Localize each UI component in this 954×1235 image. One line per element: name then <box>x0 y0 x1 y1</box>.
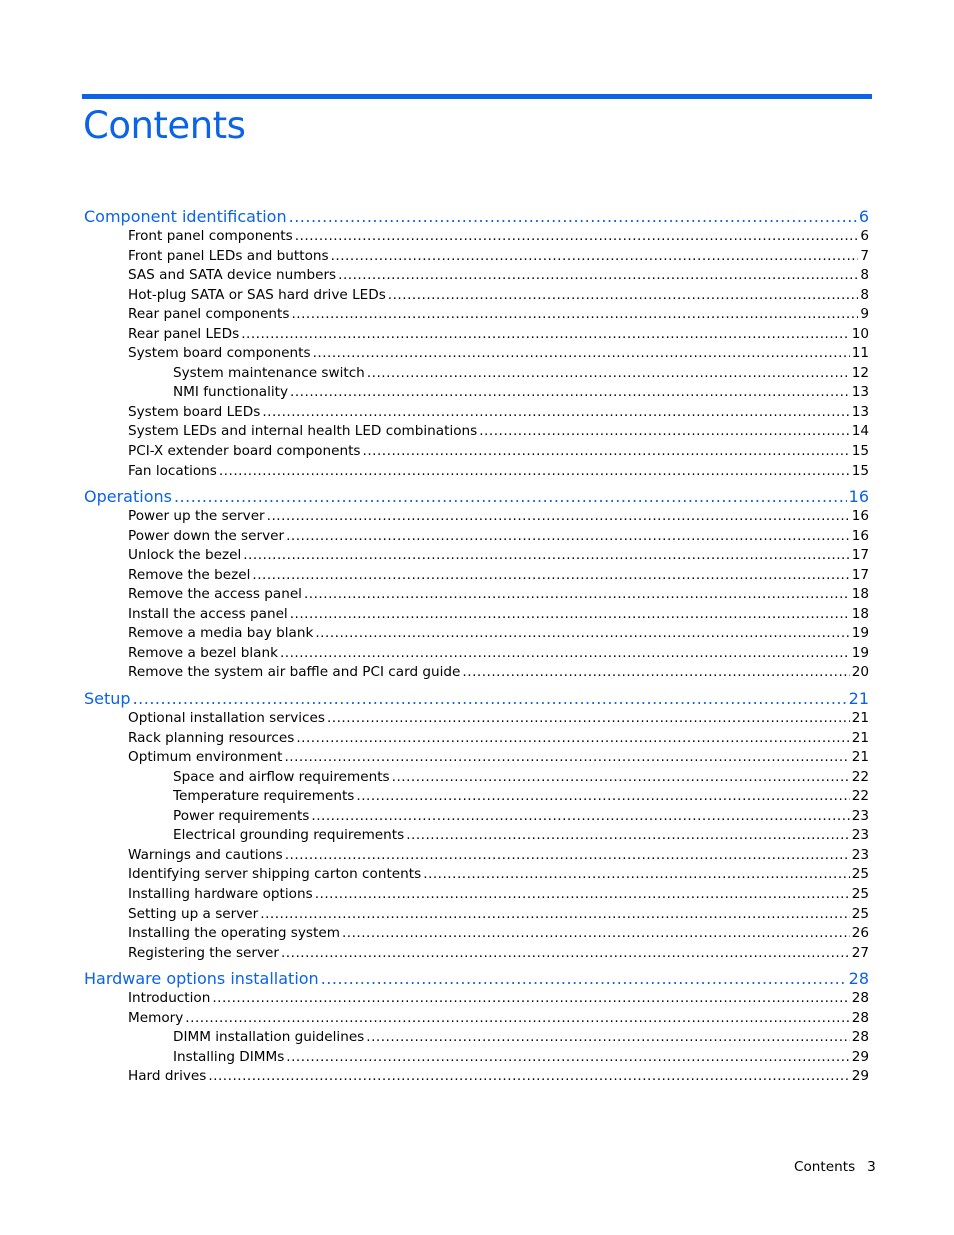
dot-leader <box>342 924 850 944</box>
toc-entry-title: Identifying server shipping carton contents <box>128 866 422 883</box>
toc-section-link[interactable] <box>84 546 869 566</box>
toc-entry-title: Warnings and cautions <box>128 846 283 863</box>
toc-subsection-link[interactable] <box>84 383 869 403</box>
toc-entry-title: Remove the system air baffle and PCI card guide <box>128 664 461 681</box>
toc-entry-page: 16 <box>851 527 869 544</box>
toc-subsection-link[interactable] <box>84 787 869 807</box>
dot-leader <box>289 206 857 227</box>
toc-entry-title: Rear panel components <box>128 306 290 323</box>
toc-section-link[interactable] <box>84 305 869 325</box>
dot-leader <box>262 403 849 423</box>
toc-entry-page: 11 <box>851 345 869 362</box>
toc-entry-page: 15 <box>851 443 869 460</box>
dot-leader <box>338 266 858 286</box>
toc-entry-page: 22 <box>851 768 869 785</box>
title-rule <box>82 94 872 99</box>
toc-entry-page: 29 <box>851 1048 869 1065</box>
dot-leader <box>260 905 849 925</box>
toc-entry-page: 25 <box>851 905 869 922</box>
dot-leader <box>313 344 850 364</box>
toc-entry-title: Registering the server <box>128 944 279 961</box>
dot-leader <box>281 944 850 964</box>
toc-entry-page: 16 <box>851 508 869 525</box>
toc-entry-page: 17 <box>851 547 869 564</box>
toc-entry-page: 6 <box>858 207 869 226</box>
dot-leader <box>286 527 850 547</box>
dot-leader <box>290 383 850 403</box>
toc-section-link[interactable] <box>84 286 869 306</box>
toc-section-link[interactable] <box>84 748 869 768</box>
toc-entry-page: 21 <box>848 689 869 709</box>
toc-subsection-link[interactable] <box>84 826 869 846</box>
toc-entry-page: 13 <box>851 403 869 420</box>
dot-leader <box>295 227 859 247</box>
footer-label: Contents <box>794 1159 856 1175</box>
toc-entry-title: NMI functionality <box>173 384 289 401</box>
toc-entry-title: Install the access panel <box>128 605 288 622</box>
toc-entry-title: Installing hardware options <box>128 885 313 902</box>
dot-leader <box>241 325 850 345</box>
toc-section-link[interactable] <box>84 989 869 1009</box>
toc-entry-page: 15 <box>851 462 869 479</box>
toc-entry-page: 25 <box>851 885 869 902</box>
toc-entry-page: 22 <box>851 788 869 805</box>
dot-leader <box>356 787 849 807</box>
dot-leader <box>423 865 849 885</box>
toc-section-link[interactable] <box>84 325 869 345</box>
toc-entry-title: Rear panel LEDs <box>128 325 240 342</box>
dot-leader <box>321 968 847 989</box>
toc-entry-title: Unlock the bezel <box>128 547 242 564</box>
toc-section-link[interactable] <box>84 585 869 605</box>
toc-entry-page: 21 <box>851 729 869 746</box>
toc-section <box>84 688 869 963</box>
toc-entry-title: Remove a media bay blank <box>128 625 314 642</box>
toc-chapter-link[interactable] <box>84 968 869 989</box>
table-of-contents <box>84 206 869 1092</box>
toc-entry-page: 18 <box>851 605 869 622</box>
toc-entry-page: 28 <box>851 990 869 1007</box>
toc-entry-page: 16 <box>848 487 869 507</box>
toc-entry-page: 23 <box>851 846 869 863</box>
toc-entry-page: 20 <box>851 664 869 681</box>
toc-entry-title: Front panel LEDs and buttons <box>128 247 329 264</box>
toc-section-link[interactable] <box>84 266 869 286</box>
toc-entry-title: Electrical grounding requirements <box>173 827 405 844</box>
toc-entry-title: Optimum environment <box>128 749 283 766</box>
toc-entry-page: 17 <box>851 566 869 583</box>
dot-leader <box>290 605 850 625</box>
toc-entry-page: 9 <box>860 306 869 323</box>
toc-entry-page: 28 <box>848 969 869 989</box>
toc-entry-page: 8 <box>860 267 869 284</box>
toc-section-link[interactable] <box>84 605 869 625</box>
dot-leader <box>185 1009 849 1029</box>
dot-leader <box>311 807 849 827</box>
toc-section-link[interactable] <box>84 507 869 527</box>
toc-subsection-link[interactable] <box>84 1048 869 1068</box>
toc-subsection-link[interactable] <box>84 807 869 827</box>
toc-entry-title: Memory <box>128 1009 184 1026</box>
dot-leader <box>284 748 849 768</box>
dot-leader <box>280 644 850 664</box>
toc-entry-title: System board components <box>128 345 311 362</box>
toc-entry-page: 28 <box>851 1029 869 1046</box>
toc-entry-title: Setting up a server <box>128 905 259 922</box>
toc-entry-title: Power down the server <box>128 527 285 544</box>
toc-chapter-link[interactable] <box>84 486 869 507</box>
toc-entry-page: 23 <box>851 827 869 844</box>
dot-leader <box>406 826 849 846</box>
dot-leader <box>219 462 850 482</box>
toc-section-link[interactable] <box>84 624 869 644</box>
toc-entry-page: 23 <box>851 807 869 824</box>
toc-section-link[interactable] <box>84 442 869 462</box>
dot-leader <box>285 846 850 866</box>
toc-entry-page: 19 <box>851 625 869 642</box>
toc-section-link[interactable] <box>84 944 869 964</box>
toc-entry-title: Hard drives <box>128 1068 207 1085</box>
toc-chapter-link[interactable] <box>84 688 869 709</box>
toc-entry-page: 21 <box>851 749 869 766</box>
toc-entry-page: 18 <box>851 586 869 603</box>
toc-subsection-link[interactable] <box>84 1028 869 1048</box>
dot-leader <box>291 305 858 325</box>
page-footer <box>794 1159 876 1175</box>
toc-section-link[interactable] <box>84 344 869 364</box>
dot-leader <box>479 422 849 442</box>
toc-entry-title: Hot-plug SATA or SAS hard drive LEDs <box>128 286 386 303</box>
dot-leader <box>388 286 859 306</box>
dot-leader <box>315 624 849 644</box>
toc-entry-title: PCI-X extender board components <box>128 443 361 460</box>
toc-entry-page: 6 <box>860 228 869 244</box>
dot-leader <box>296 729 849 749</box>
toc-entry-page: 19 <box>851 644 869 661</box>
toc-section-link[interactable] <box>84 729 869 749</box>
toc-section-link[interactable] <box>84 247 869 267</box>
toc-entry-title: System LEDs and internal health LED combinations <box>128 423 478 440</box>
toc-entry-title: System board LEDs <box>128 403 261 420</box>
dot-leader <box>304 585 850 605</box>
toc-entry-title: System maintenance switch <box>173 364 365 381</box>
toc-entry-title: Operations <box>84 487 172 507</box>
toc-entry-page: 28 <box>851 1009 869 1026</box>
toc-entry-title: Rack planning resources <box>128 729 295 746</box>
dot-leader <box>392 768 850 788</box>
toc-subsection-link[interactable] <box>84 768 869 788</box>
toc-entry-title: Temperature requirements <box>173 788 355 805</box>
toc-entry-title: Front panel components <box>128 228 293 244</box>
toc-section-link[interactable] <box>84 422 869 442</box>
dot-leader <box>363 442 850 462</box>
toc-chapter-link[interactable] <box>84 206 869 227</box>
toc-section <box>84 486 869 683</box>
toc-section-link[interactable] <box>84 924 869 944</box>
toc-section-link[interactable] <box>84 1067 869 1087</box>
toc-section-link[interactable] <box>84 885 869 905</box>
toc-section-link[interactable] <box>84 663 869 683</box>
toc-entry-page: 26 <box>851 925 869 942</box>
toc-section-link[interactable] <box>84 846 869 866</box>
toc-entry-page: 7 <box>860 247 869 264</box>
dot-leader <box>315 885 850 905</box>
dot-leader <box>366 1028 849 1048</box>
toc-entry-title: Component identification <box>84 207 287 226</box>
dot-leader <box>133 688 847 709</box>
toc-section-link[interactable] <box>84 403 869 423</box>
toc-entry-title: Setup <box>84 689 131 709</box>
toc-entry-title: Power up the server <box>128 508 265 525</box>
toc-entry-page: 29 <box>851 1068 869 1085</box>
toc-entry-page: 21 <box>851 710 869 727</box>
toc-entry-title: Power requirements <box>173 807 310 824</box>
toc-entry-title: Remove the access panel <box>128 586 302 603</box>
dot-leader <box>174 486 847 507</box>
toc-entry-title: Remove a bezel blank <box>128 644 278 661</box>
toc-entry-title: Installing the operating system <box>128 925 340 942</box>
toc-entry-title: DIMM installation guidelines <box>173 1029 365 1046</box>
toc-entry-page: 10 <box>851 325 869 342</box>
toc-entry-page: 14 <box>851 423 869 440</box>
toc-section-link[interactable] <box>84 462 869 482</box>
toc-entry-title: Optional installation services <box>128 710 325 727</box>
toc-section-link[interactable] <box>84 865 869 885</box>
page-title: Contents <box>83 104 246 147</box>
toc-section-link[interactable] <box>84 227 869 247</box>
toc-entry-page: 25 <box>851 866 869 883</box>
toc-entry-title: Installing DIMMs <box>173 1048 285 1065</box>
dot-leader <box>212 989 849 1009</box>
toc-entry-page: 12 <box>851 364 869 381</box>
toc-entry-title: Introduction <box>128 990 211 1007</box>
toc-section <box>84 206 869 481</box>
dot-leader <box>267 507 850 527</box>
toc-section-link[interactable] <box>84 527 869 547</box>
toc-entry-title: Hardware options installation <box>84 969 319 989</box>
toc-entry-title: Fan locations <box>128 462 217 479</box>
toc-section <box>84 968 869 1087</box>
toc-section-link[interactable] <box>84 644 869 664</box>
dot-leader <box>462 663 849 683</box>
toc-entry-title: Space and airflow requirements <box>173 768 390 785</box>
toc-section-link[interactable] <box>84 709 869 729</box>
footer-page-number: 3 <box>867 1159 876 1175</box>
dot-leader <box>208 1067 849 1087</box>
dot-leader <box>286 1048 849 1068</box>
dot-leader <box>252 566 849 586</box>
dot-leader <box>243 546 849 566</box>
toc-subsection-link[interactable] <box>84 364 869 384</box>
dot-leader <box>327 709 850 729</box>
toc-section-link[interactable] <box>84 1009 869 1029</box>
toc-entry-page: 13 <box>851 384 869 401</box>
dot-leader <box>331 247 859 267</box>
toc-entry-title: Remove the bezel <box>128 566 251 583</box>
toc-section-link[interactable] <box>84 905 869 925</box>
toc-entry-page: 27 <box>851 944 869 961</box>
dot-leader <box>367 364 850 384</box>
toc-entry-title: SAS and SATA device numbers <box>128 267 337 284</box>
toc-entry-page: 8 <box>860 286 869 303</box>
toc-section-link[interactable] <box>84 566 869 586</box>
